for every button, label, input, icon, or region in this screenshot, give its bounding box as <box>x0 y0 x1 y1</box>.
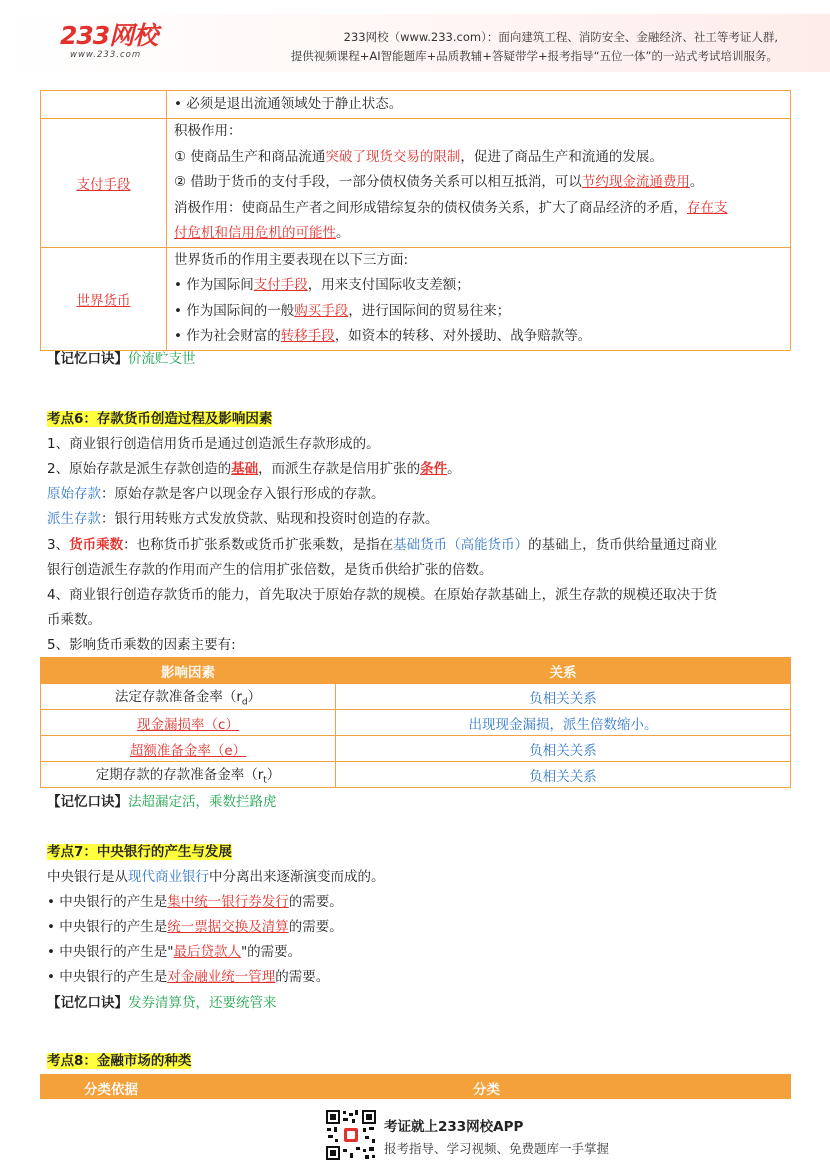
market-types-table-header <box>40 1074 791 1099</box>
mnemonic-3: 【记忆口诀】发券清算贷，还要统管来 <box>47 995 277 1011</box>
factor-cell: 定期存款的存款准备金率$(r_t)$ <box>41 762 336 788</box>
col-header-factor: 影响因素 <box>41 658 336 684</box>
table-row <box>41 91 791 119</box>
kp6-p9: 5、影响货币乘数的因素主要有: <box>47 637 236 653</box>
factor-cell: 超额准备金率（e） <box>41 736 336 762</box>
kp6-p2: 2、原始存款是派生存款创造的基础，而派生存款是信用扩张的条件。 <box>47 461 461 477</box>
factor-cell: 法定存款准备金率$(r_d)$ <box>41 684 336 710</box>
table-row <box>41 710 791 736</box>
brand-logo[interactable] <box>60 22 200 62</box>
kp6-p4: 派生存款：银行用转账方式发放贷款、贴现和投资时创造的存款。 <box>47 511 439 527</box>
kp6-p5: 3、货币乘数：也称货币扩张系数或货币扩张乘数，是指在基础货币（高能货币）的基础上，货币供给量通过商业 <box>47 537 718 553</box>
mnemonic-2: 【记忆口诀】法超漏定活，乘数拦路虎 <box>47 794 277 810</box>
table-row <box>41 762 791 788</box>
col-header-basis: 分类依据 <box>84 1082 138 1098</box>
col-header-relation: 关系 <box>336 658 791 684</box>
payment-line-3: ② 借助于货币的支付手段，一部分债权债务关系可以相互抵消，可以节约现金流通费用。 <box>174 174 704 190</box>
payment-line-2: ① 使商品生产和商品流通突破了现货交易的限制，促进了商品生产和流通的发展。 <box>174 148 663 165</box>
page-footer <box>0 1100 830 1174</box>
label-payment: 支付手段 <box>76 176 131 193</box>
kp7-p1: 中央银行是从现代商业银行中分离出来逐渐演变而成的。 <box>47 869 385 885</box>
world-line-1: 世界货币的作用主要表现在以下三方面: <box>174 251 409 268</box>
payment-line-5: 付危机和信用危机的可能性。 <box>174 225 350 241</box>
logo-text: 233网校 <box>60 21 158 50</box>
label-world-money: 世界货币 <box>76 292 131 309</box>
table-header-row <box>41 658 791 684</box>
intro-line-2: 提供视频课程+AI智能题库+品质教辅+答疑带学+报考指导“五位一体”的一站式考试培训服务。 <box>290 49 778 63</box>
kp7-b3: • 中央银行的产生是"最后贷款人"的需要。 <box>47 944 302 960</box>
kp8-title: 考点8：金融市场的种类 <box>47 1053 192 1069</box>
intro-line-1: 233网校（www.233.com）：面向建筑工程、消防安全、金融经济、社工等考证人群, <box>343 30 778 44</box>
kp7-b2: • 中央银行的产生是统一票据交换及清算的需要。 <box>47 919 343 935</box>
table-row <box>41 119 791 248</box>
kp7-b4: • 中央银行的产生是对金融业统一管理的需要。 <box>47 969 330 985</box>
kp6-p7: 4、商业银行创造存款货币的能力，首先取决于原始存款的规模。在原始存款基础上，派生存款的规模还取决于货 <box>47 587 718 603</box>
logo-url: www.233.com <box>70 50 142 60</box>
kp6-p8: 币乘数。 <box>47 612 101 628</box>
qr-code-icon[interactable] <box>325 1109 377 1161</box>
col-header-category: 分类 <box>473 1082 500 1098</box>
table-row <box>41 684 791 710</box>
world-line-3: • 作为国际间的一般购买手段，进行国际间的贸易往来； <box>174 302 511 319</box>
kp6-p3: 原始存款：原始存款是客户以现金存入银行形成的存款。 <box>47 486 385 502</box>
relation-cell: 负相关关系 <box>336 684 791 710</box>
kp6-title: 考点6：存款货币创造过程及影响因素 <box>47 411 273 427</box>
kp6-p1: 1、商业银行创造信用货币是通过创造派生存款形成的。 <box>47 436 380 452</box>
relation-cell: 出现现金漏损，派生倍数缩小。 <box>336 710 791 736</box>
factor-cell: 现金漏损率（c） <box>41 710 336 736</box>
relation-cell: 负相关关系 <box>336 736 791 762</box>
kp7-title: 考点7：中央银行的产生与发展 <box>47 844 232 860</box>
page-header <box>0 0 830 82</box>
footer-line-2: 报考指导、学习视频、免费题库一手掌握 <box>384 1141 610 1156</box>
world-line-4: • 作为社会财富的转移手段，如资本的转移、对外援助、战争赔款等。 <box>174 328 592 344</box>
payment-line-1: 积极作用： <box>174 123 242 139</box>
footer-line-1: 考证就上233网校APP <box>384 1119 524 1135</box>
kp6-p6: 银行创造派生存款的作用而产生的信用扩张倍数，是货币供给扩张的倍数。 <box>47 562 493 578</box>
money-function-table <box>40 90 791 351</box>
world-line-2: • 作为国际间支付手段，用来支付国际收支差额； <box>174 277 470 293</box>
kp7-b1: • 中央银行的产生是集中统一银行券发行的需要。 <box>47 894 343 910</box>
table-row <box>41 247 791 350</box>
multiplier-factors-table <box>40 657 791 788</box>
payment-line-4: 消极作用：使商品生产者之间形成错综复杂的债权债务关系，扩大了商品经济的矛盾，存在支 <box>174 199 728 216</box>
mnemonic-1: 【记忆口诀】价流贮支世 <box>47 351 196 367</box>
row0-text: • 必须是退出流通领域处于静止状态。 <box>174 95 403 112</box>
table-row <box>41 736 791 762</box>
relation-cell: 负相关关系 <box>336 762 791 788</box>
header-intro <box>291 28 778 66</box>
